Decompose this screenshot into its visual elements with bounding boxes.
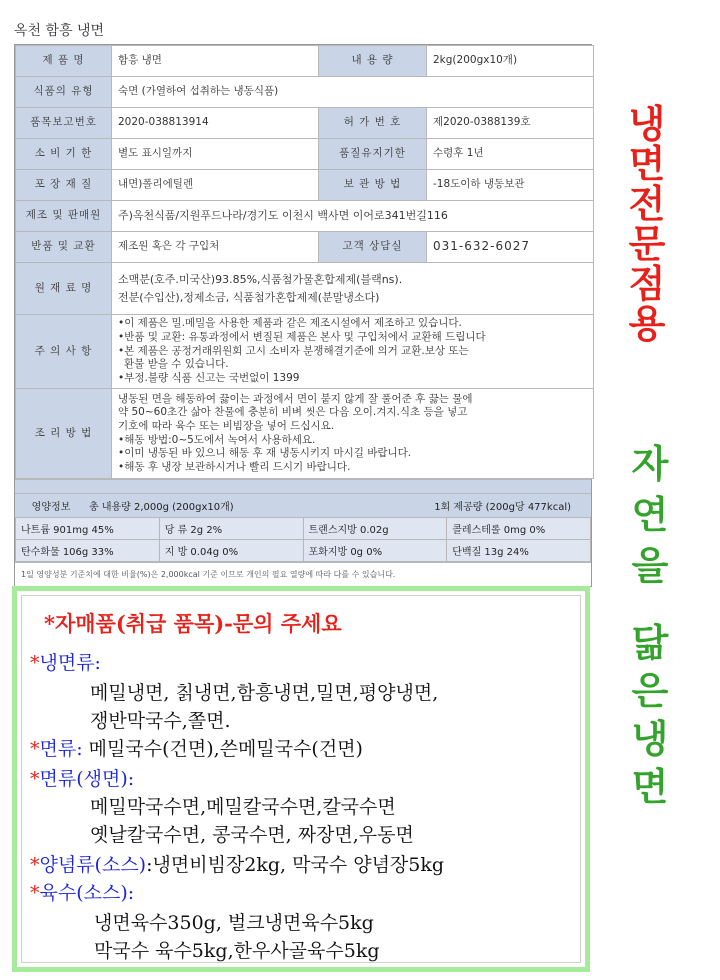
nutrition-cell: 탄수화물 106g 33% xyxy=(16,540,160,562)
ingredients-line: 전분(수입산),정제소금, 식품첨가혼합제제(분말냉소다) xyxy=(118,290,380,304)
slogan-char: 전 xyxy=(628,181,666,226)
slogan-char: 자 xyxy=(631,441,669,486)
info-key: 제 품 명 xyxy=(16,46,112,77)
cooking-line: 기호에 따라 육수 또는 비빔장을 넣어 드십시요. xyxy=(118,419,335,432)
product-items: 메밀국수(건면),쓴메밀국수(건면) xyxy=(82,738,363,760)
info-value: 수령후 1년 xyxy=(427,139,594,170)
info-key: 허 가 번 호 xyxy=(319,108,427,139)
info-value: 2kg(200gx10개) xyxy=(427,46,594,77)
slogan-char: 냉 xyxy=(628,101,666,146)
slogan-char: 닮 xyxy=(631,620,669,665)
side-slogan-red xyxy=(622,101,672,346)
nutrition-cell: 포화지방 0g 0% xyxy=(303,540,447,562)
category-sauce xyxy=(30,850,444,877)
nutrition-cell: 단백질 13g 24% xyxy=(447,540,591,562)
info-key: 반품 및 교환 xyxy=(16,232,112,263)
product-line: 쟁반막국수,쫄면. xyxy=(90,710,231,732)
slogan-char: 점 xyxy=(628,261,666,306)
category-label: 면류: xyxy=(39,738,83,760)
info-key: 보 관 방 법 xyxy=(319,170,427,201)
product-line: 옛날칼국수면, 콩국수면, 짜장면,우동면 xyxy=(90,824,414,846)
cooking-line: 냉동된 면을 해동하여 끓이는 과정에서 면이 붙지 않게 잘 풀어준 후 끓는 물에 xyxy=(118,392,473,405)
caution-line: •본 제품은 공정거래위원회 고시 소비자 분쟁해결기준에 의거 교환.보상 또는 xyxy=(118,344,469,357)
product-items: :냉면비빔장2kg, 막국수 양념장5kg xyxy=(146,854,445,876)
cooking-line: •해동 방법:0~5도에서 녹여서 사용하세요. xyxy=(118,433,316,446)
slogan-gap xyxy=(625,591,675,619)
nutrition-cell: 콜레스테롤 0mg 0% xyxy=(447,518,591,540)
info-row-food-type xyxy=(16,77,594,108)
nutrition-row xyxy=(16,518,591,540)
nutrition-table xyxy=(15,517,591,562)
star-bullet: * xyxy=(30,738,40,760)
info-row-cautions xyxy=(16,315,594,389)
slogan-char: 면 xyxy=(631,764,669,809)
star-bullet: * xyxy=(30,652,40,674)
cooking-line: •이미 냉동된 바 있으니 해동 후 재 냉동시키지 마시길 바랍니다. xyxy=(118,447,412,460)
caution-line: 환불 받을 수 있습니다. xyxy=(124,358,229,371)
product-info-table xyxy=(15,45,594,479)
info-value: 031-632-6027 xyxy=(427,232,594,263)
cooking-value xyxy=(112,389,594,479)
nutrition-cell: 지 방 0.04g 0% xyxy=(159,540,303,562)
info-key: 식품의 유형 xyxy=(16,77,112,108)
product-line: 메밀냉면, 칡냉면,함흥냉면,밀면,평양냉면, xyxy=(90,682,439,704)
info-value: 내면)폴리에틸렌 xyxy=(112,170,319,201)
category-label: 냉면류: xyxy=(39,652,101,674)
side-slogan-green xyxy=(625,438,675,811)
info-key: 소 비 기 한 xyxy=(16,139,112,170)
ingredients-line: 소맥분(호주.미국산)93.85%,식품첨가물혼합제제(블랙ns). xyxy=(118,272,403,286)
product-line: 메밀막국수면,메밀칼국수면,칼국수면 xyxy=(90,796,396,818)
info-key: 원 재 료 명 xyxy=(16,263,112,315)
star-bullet: * xyxy=(30,854,40,876)
nutrition-spacer xyxy=(15,479,591,493)
slogan-char: 연 xyxy=(631,492,669,537)
category-label: 면류(생면): xyxy=(39,768,135,790)
category-fresh-noodles xyxy=(30,764,134,791)
info-key: 포 장 재 질 xyxy=(16,170,112,201)
info-value: 2020-038813914 xyxy=(112,108,319,139)
info-row-ingredients xyxy=(16,263,594,315)
category-label: 양념류(소스) xyxy=(39,854,147,876)
sister-products-inner xyxy=(21,595,581,963)
info-value: 제조원 혹은 각 구입처 xyxy=(112,232,319,263)
product-line: 냉면육수350g, 벌크냉면육수5kg xyxy=(94,912,374,934)
info-row-cooking xyxy=(16,389,594,479)
caution-line: •이 제품은 밀.메밀을 사용한 제품과 같은 제조시설에서 제조하고 있습니다. xyxy=(118,317,462,330)
product-label-sheet xyxy=(14,44,592,587)
info-row-manufacturer xyxy=(16,201,594,232)
info-row-returns xyxy=(16,232,594,263)
sister-products-box xyxy=(12,586,590,972)
info-value: 제2020-0388139호 xyxy=(427,108,594,139)
info-row-packaging xyxy=(16,170,594,201)
document-title: 옥천 함흥 냉면 xyxy=(14,23,105,39)
nutrition-total: 총 내용량 2,000g (200gx10개) xyxy=(89,502,234,513)
info-value: -18도이하 냉동보관 xyxy=(427,170,594,201)
star-bullet: * xyxy=(30,768,40,790)
info-key: 품목보고번호 xyxy=(16,108,112,139)
cautions-value xyxy=(112,315,594,389)
slogan-char: 냉 xyxy=(631,716,669,761)
info-key: 제조 및 판매원 xyxy=(16,201,112,232)
info-value: 주)옥천식품/지원푸드나라/경기도 이천시 백사면 이어로341번길116 xyxy=(112,201,594,232)
cooking-line: •해동 후 냉장 보관하시거나 빨리 드시기 바랍니다. xyxy=(118,460,351,473)
nutrition-row xyxy=(16,540,591,562)
slogan-char: 문 xyxy=(628,221,666,266)
info-value: 숙면 (가열하여 섭취하는 냉동식품) xyxy=(112,77,594,108)
caution-line: •부정.불량 식품 신고는 국번없이 1399 xyxy=(118,371,300,384)
slogan-char: 을 xyxy=(631,543,669,588)
info-value: 함흥 냉면 xyxy=(112,46,319,77)
info-key: 고객 상담실 xyxy=(319,232,427,263)
star-bullet: * xyxy=(30,882,40,904)
info-key: 내 용 량 xyxy=(319,46,427,77)
slogan-char: 은 xyxy=(631,668,669,713)
product-line: 막국수 육수5kg,한우사골육수5kg xyxy=(94,940,380,962)
category-naengmyeon xyxy=(30,648,101,675)
category-dry-noodles xyxy=(30,734,363,761)
nutrition-serving: 1회 제공량 (200g당 477kcal) xyxy=(434,502,571,513)
nutrition-cell: 트랜스지방 0.02g xyxy=(303,518,447,540)
nutrition-header xyxy=(15,493,591,517)
caution-line: •반품 및 교환: 유통과정에서 변질된 제품은 본사 및 구입처에서 교환해 드립니다 xyxy=(118,331,486,344)
ingredients-value xyxy=(112,263,594,315)
info-row-product-name xyxy=(16,46,594,77)
cooking-line: 약 50~60초간 삶아 찬물에 충분히 비벼 씻은 다음 오이.겨지.식초 등을 넣고 xyxy=(118,406,468,419)
category-label: 육수(소스): xyxy=(39,882,135,904)
slogan-char: 용 xyxy=(628,301,666,346)
info-row-expiry xyxy=(16,139,594,170)
nutrition-title: 영양정보 xyxy=(31,502,71,513)
slogan-char: 면 xyxy=(628,141,666,186)
info-value: 별도 표시일까지 xyxy=(112,139,319,170)
nutrition-footnote: 1일 영양성분 기준치에 대한 비율(%)은 2,000kcal 기준 이므로 개인의 필요 열량에 따라 다를 수 있습니다. xyxy=(15,562,591,586)
info-row-report-number xyxy=(16,108,594,139)
nutrition-cell: 나트륨 901mg 45% xyxy=(16,518,160,540)
info-key: 주 의 사 항 xyxy=(16,315,112,389)
info-key: 품질유지기한 xyxy=(319,139,427,170)
category-broth xyxy=(30,878,134,905)
info-key: 조 리 방 법 xyxy=(16,389,112,479)
sister-products-title: *자매품(취급 품목)-문의 주세요 xyxy=(44,611,342,636)
nutrition-cell: 당 류 2g 2% xyxy=(159,518,303,540)
